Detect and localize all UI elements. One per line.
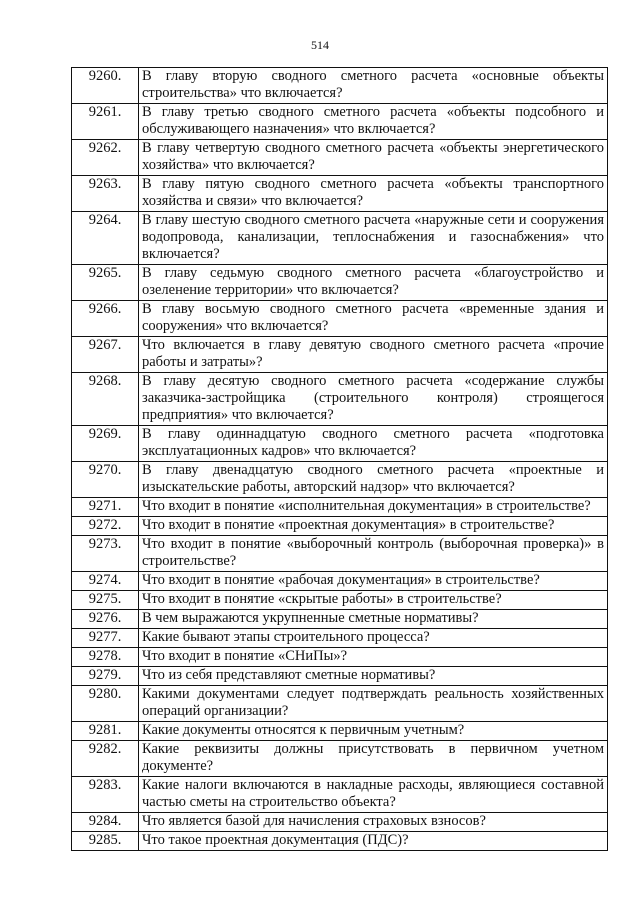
question-text: Какие реквизиты должны присутствовать в первичном учетном документе? — [139, 741, 608, 777]
question-number: 9274. — [72, 572, 139, 591]
page-number: 514 — [311, 38, 329, 52]
question-number: 9277. — [72, 629, 139, 648]
question-number: 9269. — [72, 426, 139, 462]
question-number: 9270. — [72, 462, 139, 498]
question-number: 9284. — [72, 813, 139, 832]
table-row — [72, 265, 608, 301]
question-text: Что из себя представляют сметные нормативы? — [139, 667, 608, 686]
question-number: 9285. — [72, 832, 139, 851]
table-row — [72, 462, 608, 498]
table-row — [72, 498, 608, 517]
question-text: Что входит в понятие «выборочный контроль (выборочная проверка)» в строительстве? — [139, 536, 608, 572]
question-text: В главу одиннадцатую сводного сметного расчета «подготовка эксплуатационных кадров» что включается? — [139, 426, 608, 462]
question-number: 9273. — [72, 536, 139, 572]
question-number: 9276. — [72, 610, 139, 629]
table-row — [72, 536, 608, 572]
table-row — [72, 426, 608, 462]
question-number: 9279. — [72, 667, 139, 686]
question-number: 9263. — [72, 176, 139, 212]
question-number: 9262. — [72, 140, 139, 176]
question-text: Что такое проектная документация (ПДС)? — [139, 832, 608, 851]
question-text: В главу пятую сводного сметного расчета «объекты транспортного хозяйства и связи» что включается? — [139, 176, 608, 212]
question-text: В главу шестую сводного сметного расчета «наружные сети и сооружения водопровода, канализации, теплоснабжения и газоснабжения» что включается? — [139, 212, 608, 265]
question-number: 9264. — [72, 212, 139, 265]
question-number: 9283. — [72, 777, 139, 813]
question-number: 9280. — [72, 686, 139, 722]
table-row — [72, 832, 608, 851]
question-text: Какие бывают этапы строительного процесса? — [139, 629, 608, 648]
question-text: Какие документы относятся к первичным учетным? — [139, 722, 608, 741]
question-number: 9265. — [72, 265, 139, 301]
question-number: 9261. — [72, 104, 139, 140]
table-row — [72, 686, 608, 722]
questions-table-body — [72, 68, 608, 851]
question-text: Что входит в понятие «исполнительная документация» в строительстве? — [139, 498, 608, 517]
table-row — [72, 68, 608, 104]
question-text: Какими документами следует подтверждать реальность хозяйственных операций организации? — [139, 686, 608, 722]
table-row — [72, 777, 608, 813]
table-row — [72, 629, 608, 648]
table-row — [72, 373, 608, 426]
question-text: В главу седьмую сводного сметного расчета «благоустройство и озеленение территории» что включается? — [139, 265, 608, 301]
table-row — [72, 648, 608, 667]
question-number: 9272. — [72, 517, 139, 536]
question-text: Что является базой для начисления страховых взносов? — [139, 813, 608, 832]
table-row — [72, 301, 608, 337]
table-row — [72, 722, 608, 741]
table-row — [72, 741, 608, 777]
table-row — [72, 176, 608, 212]
questions-table — [71, 67, 608, 851]
table-row — [72, 610, 608, 629]
question-text: Что входит в понятие «проектная документация» в строительстве? — [139, 517, 608, 536]
question-number: 9268. — [72, 373, 139, 426]
question-text: Что входит в понятие «рабочая документация» в строительстве? — [139, 572, 608, 591]
table-row — [72, 104, 608, 140]
question-text: В главу восьмую сводного сметного расчета «временные здания и сооружения» что включается? — [139, 301, 608, 337]
table-row — [72, 813, 608, 832]
table-row — [72, 667, 608, 686]
table-row — [72, 591, 608, 610]
question-number: 9260. — [72, 68, 139, 104]
table-row — [72, 572, 608, 591]
table-row — [72, 212, 608, 265]
question-number: 9281. — [72, 722, 139, 741]
question-text: В главу вторую сводного сметного расчета «основные объекты строительства» что включается? — [139, 68, 608, 104]
question-text: Что входит в понятие «скрытые работы» в строительстве? — [139, 591, 608, 610]
question-text: В главу четвертую сводного сметного расчета «объекты энергетического хозяйства» что включается? — [139, 140, 608, 176]
table-row — [72, 517, 608, 536]
question-number: 9282. — [72, 741, 139, 777]
question-text: В главу двенадцатую сводного сметного расчета «проектные и изыскательские работы, авторский надзор» что включается? — [139, 462, 608, 498]
table-row — [72, 140, 608, 176]
table-row — [72, 337, 608, 373]
question-text: В главу третью сводного сметного расчета «объекты подсобного и обслуживающего назначения» что включается? — [139, 104, 608, 140]
question-text: В главу десятую сводного сметного расчета «содержание службы заказчика-застройщика (строительного контроля) строящегося предприятия» что включается? — [139, 373, 608, 426]
question-number: 9266. — [72, 301, 139, 337]
question-text: Что включается в главу девятую сводного сметного расчета «прочие работы и затраты»? — [139, 337, 608, 373]
question-number: 9271. — [72, 498, 139, 517]
question-text: Какие налоги включаются в накладные расходы, являющиеся составной частью сметы на строительство объекта? — [139, 777, 608, 813]
question-text: В чем выражаются укрупненные сметные нормативы? — [139, 610, 608, 629]
question-number: 9275. — [72, 591, 139, 610]
question-number: 9267. — [72, 337, 139, 373]
question-number: 9278. — [72, 648, 139, 667]
question-text: Что входит в понятие «СНиПы»? — [139, 648, 608, 667]
